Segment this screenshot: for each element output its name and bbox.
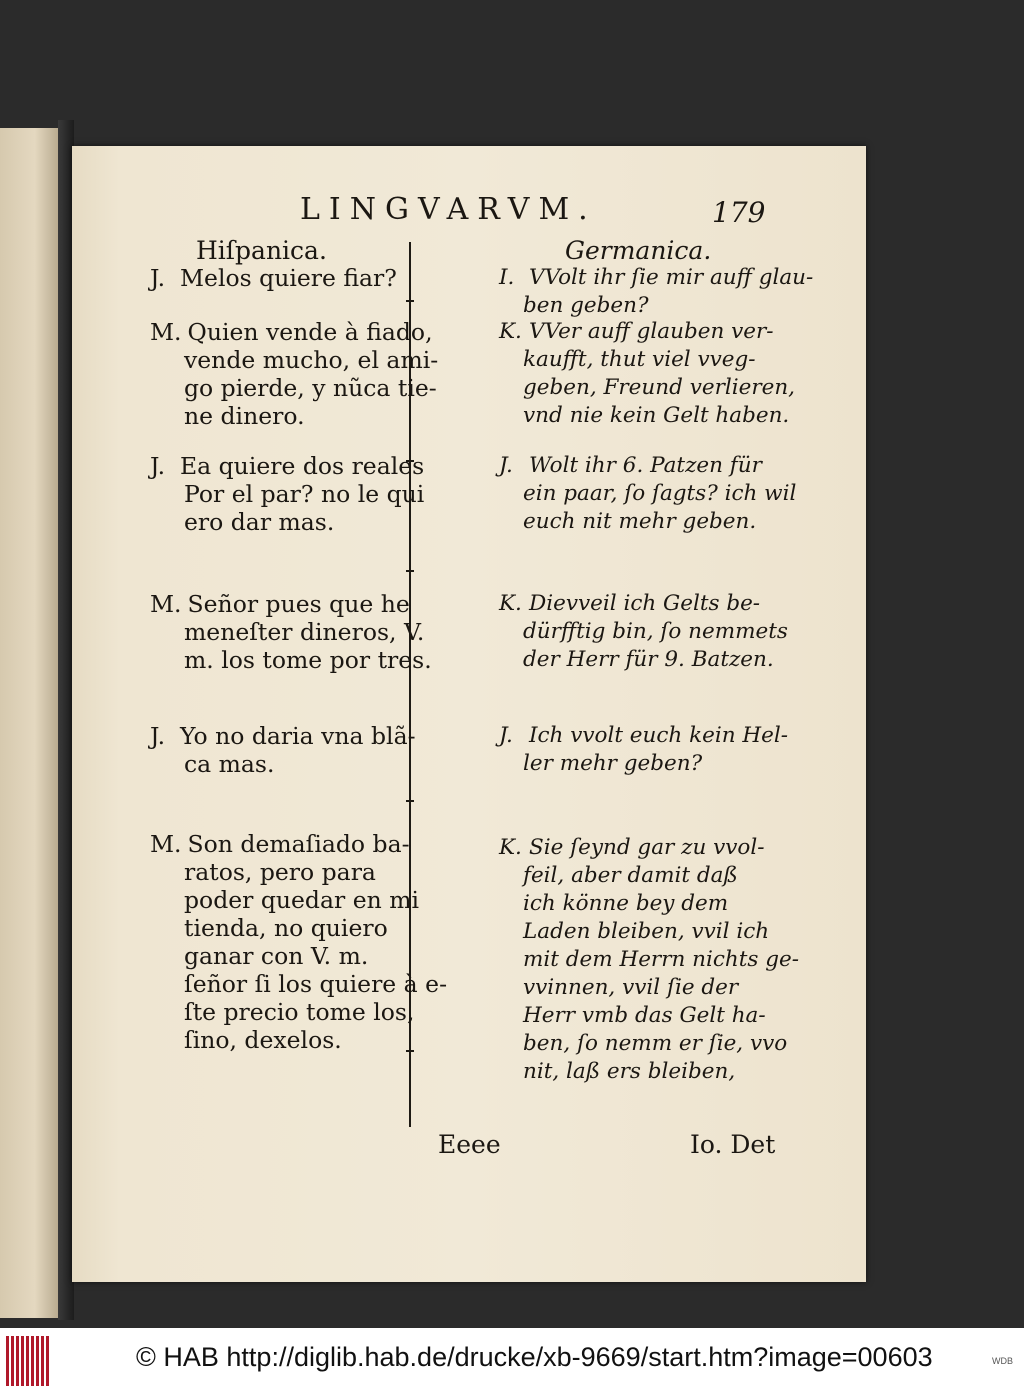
spanish-entry [150,452,425,536]
line-text: Laden bleiben, vvil ich [523,919,770,944]
text-line [499,1030,788,1058]
speaker-label: J. [150,722,166,750]
line-text: dürfftig bin, ſo nemmets [523,619,788,644]
text-line [150,858,405,886]
german-entry [499,452,797,536]
facing-page-edge [0,128,58,1318]
line-text: Dievveil ich Gelts be- [529,591,761,616]
line-text: VVer auff glauben ver- [529,319,774,344]
line-text: geben, Freund verlieren, [523,375,796,400]
line-text: Sie ſeynd gar zu vvol- [529,835,765,860]
line-text: Son demaſiado ba- [187,830,410,858]
line-text: tienda, no quiero [184,914,388,942]
line-text: ratos, pero para [184,858,376,886]
text-line [150,346,439,374]
divider-tick [406,300,414,302]
german-entry [499,264,814,320]
spanish-column-heading: Hiſpanica. [196,236,327,265]
text-line [150,886,419,914]
speaker-label: K. [499,835,522,860]
text-line [499,1002,766,1030]
text-line [499,590,761,618]
line-text: ca mas. [184,750,275,778]
text-line [499,618,788,646]
spanish-entry [150,318,439,430]
divider-tick [406,1050,414,1052]
line-text: ero dar mas. [184,508,335,536]
line-text: Quien vende à fiado, [187,318,433,346]
text-line [499,974,761,1002]
text-line [150,374,437,402]
text-line [150,618,425,646]
speaker-label: M. [150,590,182,618]
line-text: ben geben? [523,293,649,318]
line-text: ſte precio tome los, [184,998,415,1026]
spanish-entry [150,722,416,778]
footer-mark: WDB [992,1356,1013,1366]
text-line [499,264,814,292]
footer-bar [0,1328,1024,1394]
text-line [150,646,432,674]
line-text: ich könne bey dem [523,891,729,916]
line-text: Wolt ihr 6. Patzen für [529,453,762,478]
text-line [150,480,425,508]
line-text: Ich vvolt euch kein Hel- [529,723,789,748]
text-line [150,402,405,430]
text-line [499,946,800,974]
text-line [150,508,405,536]
german-entry [499,590,788,674]
text-line [499,862,761,890]
text-line [499,402,790,430]
divider-tick [406,570,414,572]
line-text: go pierde, y nũca tie- [184,374,437,402]
divider-tick [406,800,414,802]
text-line [499,318,774,346]
text-line [150,264,405,292]
text-line [150,318,433,346]
german-entry [499,834,800,1086]
line-text: ſino, dexelos. [184,1026,342,1054]
line-text: euch nit mehr geben. [523,509,757,534]
text-line [150,722,416,750]
german-entry [499,318,796,430]
text-line [150,452,425,480]
text-line [150,942,405,970]
text-line [150,830,410,858]
spanish-entry [150,830,448,1054]
line-text: ein paar, ſo ſagts? ich wil [523,481,797,506]
line-text: vende mucho, el ami- [184,346,439,374]
line-text: meneſter dineros, V. [184,618,425,646]
line-text: ganar con V. m. [184,942,369,970]
line-text: Melos quiere fiar? [180,264,397,292]
page-number: 179 [712,196,766,229]
text-line [150,750,405,778]
text-line [150,1026,405,1054]
line-text: ne dinero. [184,402,305,430]
text-line [150,970,448,998]
line-text: ben, ſo nemm er ſie, vvo [523,1031,788,1056]
spanish-entry [150,264,405,292]
line-text: vnd nie kein Gelt haben. [523,403,790,428]
speaker-label: I. [499,265,515,290]
line-text: ſeñor ſi los quiere à e- [184,970,448,998]
library-logo-icon [6,1336,50,1386]
text-line [499,890,761,918]
line-text: Señor pues que he [187,590,410,618]
speaker-label: M. [150,830,182,858]
footer-url[interactable]: © HAB http://diglib.hab.de/drucke/xb-9669/start.htm?image=00603 [136,1342,933,1372]
text-line [499,1058,761,1086]
line-text: VVolt ihr ſie mir auff glau- [529,265,814,290]
german-column-heading: Germanica. [565,236,712,265]
text-line [150,590,410,618]
line-text: poder quedar en mi [184,886,419,914]
speaker-label: K. [499,591,522,616]
signature-mark: Eeee [438,1130,501,1159]
line-text: Herr vmb das Gelt ha- [523,1003,766,1028]
line-text: Yo no daria vna blã- [180,722,416,750]
text-line [150,998,415,1026]
line-text: nit, laß ers bleiben, [523,1059,736,1084]
german-entry [499,722,789,778]
speaker-label: J. [499,723,513,748]
speaker-label: J. [150,264,166,292]
text-line [499,834,765,862]
text-line [499,722,789,750]
speaker-label: J. [499,453,513,478]
text-line [150,914,405,942]
text-line [499,452,761,480]
line-text: kaufft, thut viel vveg- [523,347,756,372]
text-line [499,292,761,320]
catchword: Io. Det [690,1130,776,1159]
line-text: vvinnen, vvil ſie der [523,975,739,1000]
running-head: LINGVARVM. [300,192,597,227]
text-line [499,346,761,374]
text-line [499,480,797,508]
speaker-label: J. [150,452,166,480]
text-line [499,374,796,402]
text-line [499,918,770,946]
line-text: Por el par? no le qui [184,480,425,508]
text-line [499,750,761,778]
speaker-label: K. [499,319,522,344]
line-text: Ea quiere dos reales [180,452,425,480]
spanish-entry [150,590,432,674]
line-text: ler mehr geben? [523,751,703,776]
speaker-label: M. [150,318,182,346]
line-text: feil, aber damit daß [523,863,738,888]
line-text: m. los tome por tres. [184,646,432,674]
text-line [499,646,774,674]
line-text: der Herr für 9. Batzen. [523,647,774,672]
text-line [499,508,761,536]
line-text: mit dem Herrn nichts ge- [523,947,800,972]
